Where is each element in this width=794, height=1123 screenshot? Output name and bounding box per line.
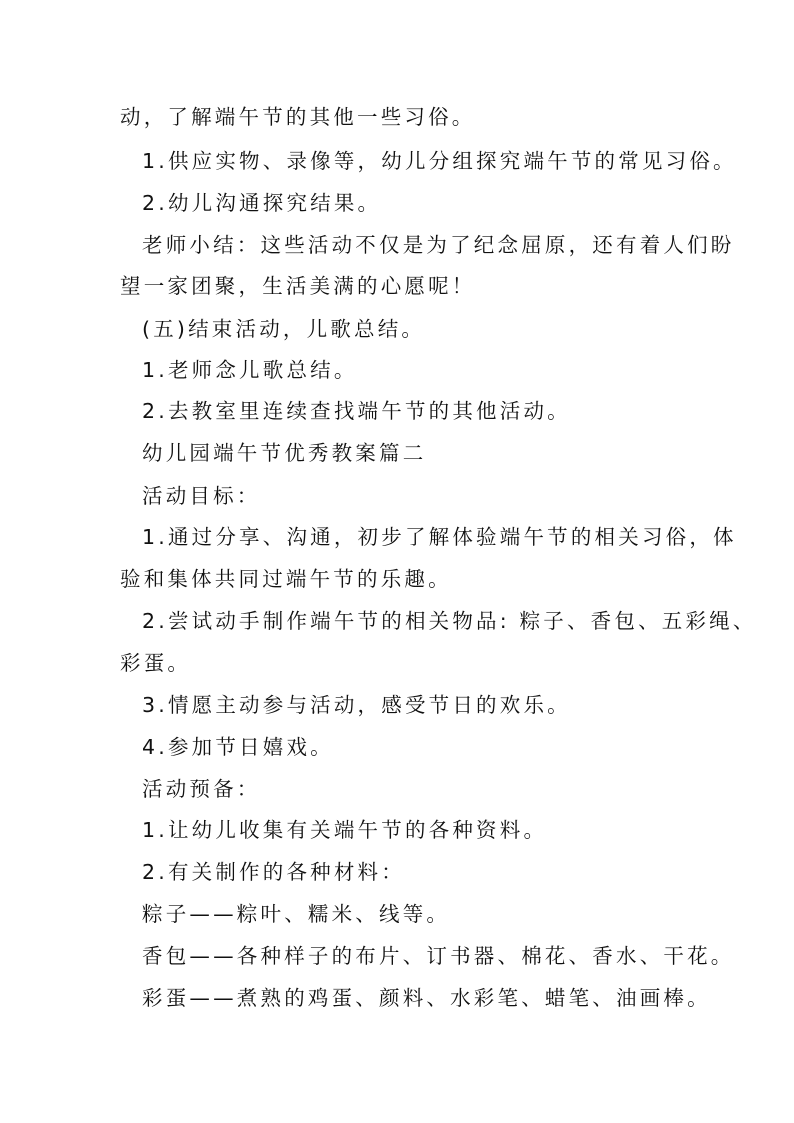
- paragraph-line: 2.去教室里连续查找端午节的其他活动。: [142, 399, 571, 423]
- section-heading: (五)结束活动，儿歌总结。: [142, 317, 426, 341]
- paragraph-line: 彩蛋。: [120, 651, 192, 675]
- section-title: 幼儿园端午节优秀教案篇二: [142, 441, 427, 465]
- paragraph-line: 粽子——粽叶、糯米、线等。: [142, 902, 451, 926]
- subheading: 活动目标：: [142, 484, 261, 508]
- paragraph-line: 1.让幼儿收集有关端午节的各种资料。: [142, 818, 548, 842]
- paragraph-line: 彩蛋——煮熟的鸡蛋、颜料、水彩笔、蜡笔、油画棒。: [142, 986, 711, 1010]
- paragraph-line: 2.有关制作的各种材料：: [142, 860, 405, 884]
- paragraph-line: 老师小结：这些活动不仅是为了纪念屈原，还有着人们盼: [142, 233, 735, 257]
- paragraph-line: 动，了解端午节的其他一些习俗。: [120, 105, 476, 129]
- paragraph-line: 4.参加节日嬉戏。: [142, 735, 334, 759]
- paragraph-line: 3.情愿主动参与活动，感受节日的欢乐。: [142, 693, 571, 717]
- paragraph-line: 2.幼儿沟通探究结果。: [142, 191, 382, 215]
- paragraph-line: 1.供应实物、录像等，幼儿分组探究端午节的常见习俗。: [142, 149, 737, 173]
- paragraph-line: 2.尝试动手制作端午节的相关物品: 粽子、香包、五彩绳、: [142, 609, 757, 633]
- paragraph-line: 香包——各种样子的布片、订书器、棉花、香水、干花。: [142, 944, 735, 968]
- paragraph-line: 望一家团聚，生活美满的心愿呢！: [120, 274, 476, 298]
- paragraph-line: 验和集体共同过端午节的乐趣。: [120, 567, 452, 591]
- paragraph-line: 1.老师念儿歌总结。: [142, 358, 358, 382]
- subheading: 活动预备：: [142, 777, 261, 801]
- paragraph-line: 1.通过分享、沟通，初步了解体验端午节的相关习俗，体: [142, 525, 737, 549]
